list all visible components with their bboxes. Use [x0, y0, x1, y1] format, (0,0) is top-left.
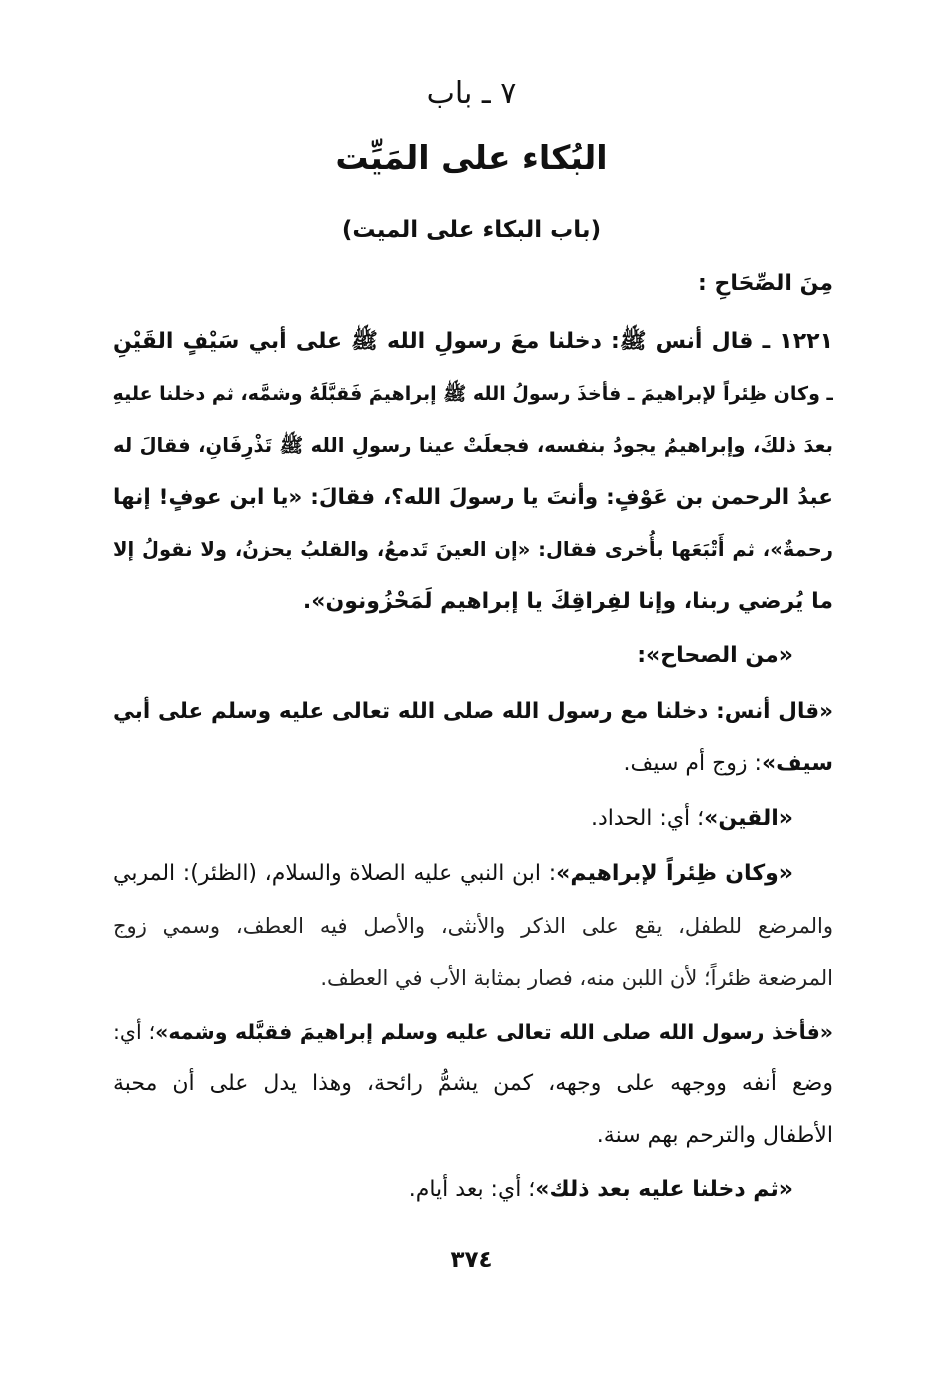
explanation-text: ؛ أي: بعد أيام.	[408, 1177, 536, 1202]
commentary-p4-line-1	[113, 1010, 833, 1054]
quoted-term: سيف»	[761, 751, 833, 776]
commentary-p1-line-2	[113, 742, 833, 786]
quoted-term: «ثم دخلنا عليه بعد ذلك»	[535, 1177, 793, 1202]
commentary-p3-line-3: المرضعة ظئراً؛ لأن اللبن منه، فصار بمثابة الأب في العطف.	[320, 966, 833, 990]
hadith-line-4: عبدُ الرحمن بن عَوْفٍ: وأنتَ يا رسولَ الله؟، فقالَ: «يا ابن عوفٍ! إنها	[113, 485, 833, 510]
chapter-title: البُكاء على المَيِّت	[335, 138, 608, 177]
quoted-term: «فأخذ رسول الله صلى الله تعالى عليه وسلم إبراهيمَ فقبَّله وشمه»	[155, 1020, 833, 1044]
hadith-line-5: رحمةٌ»، ثم أَتْبَعَها بأُخرى فقال: «إن العينَ تَدمعُ، والقلبُ يحزنُ، ولا نقولُ إلا	[113, 538, 833, 561]
explanation-text: ؛ أي:	[113, 1020, 156, 1044]
explanation-text: ؛ أي: الحداد.	[590, 806, 705, 831]
commentary-p3-line-1	[113, 852, 793, 896]
explanation-text: : ابن النبي عليه الصلاة والسلام، (الظئر): المربي	[113, 861, 557, 886]
page-number: ٣٧٤	[450, 1247, 493, 1273]
explanation-text: : زوج أم سيف.	[623, 751, 762, 776]
hadith-line-2: ـ وكان ظِئراً لإبراهيمَ ـ فأخذَ رسولُ الله ﷺ إبراهيمَ فَقبَّلَهُ وشمَّه، ثم دخلنا عليهِ	[113, 383, 833, 405]
section-label: مِنَ الصِّحَاحِ :	[698, 271, 833, 296]
commentary-p2	[113, 797, 793, 841]
hadith-line-6: ما يُرضي ربنا، وإنا لفِراقِكَ يا إبراهيم لَمَحْزُونون».	[302, 589, 833, 614]
hadith-line-1: ١٢٢١ ـ قال أنس ﷺ: دخلنا معَ رسولِ الله ﷺ على أبي سَيْفٍ القَيْنِ	[113, 329, 833, 354]
quoted-term: «القين»	[704, 806, 793, 831]
section-subtitle: (باب البكاء على الميت)	[341, 217, 602, 243]
commentary-p4-line-3: الأطفال والترحم بهم سنة.	[596, 1123, 833, 1148]
chapter-number: ٧ ـ باب	[426, 76, 517, 111]
commentary-p3-line-2: والمرضع للطفل، يقع على الذكر والأنثى، والأصل فيه العطف، وسمي زوج	[113, 914, 833, 938]
commentary-p5	[113, 1168, 793, 1212]
commentary-p4-line-2: وضع أنفه ووجهه على وجهه، كمن يشمُّ رائحة، وهذا يدل على أن محبة	[113, 1071, 833, 1096]
quoted-term: «وكان ظِئراً لإبراهيم»	[556, 861, 793, 886]
commentary-heading: «من الصحاح»:	[637, 643, 793, 668]
hadith-line-3: بعدَ ذلكَ، وإبراهيمُ يجودُ بنفسه، فجعلَتْ عينا رسولِ الله ﷺ تَذْرِفَانِ، فقالَ له	[113, 434, 833, 457]
commentary-p1-line-1: «قال أنس: دخلنا مع رسول الله صلى الله تعالى عليه وسلم على أبي	[113, 699, 833, 724]
